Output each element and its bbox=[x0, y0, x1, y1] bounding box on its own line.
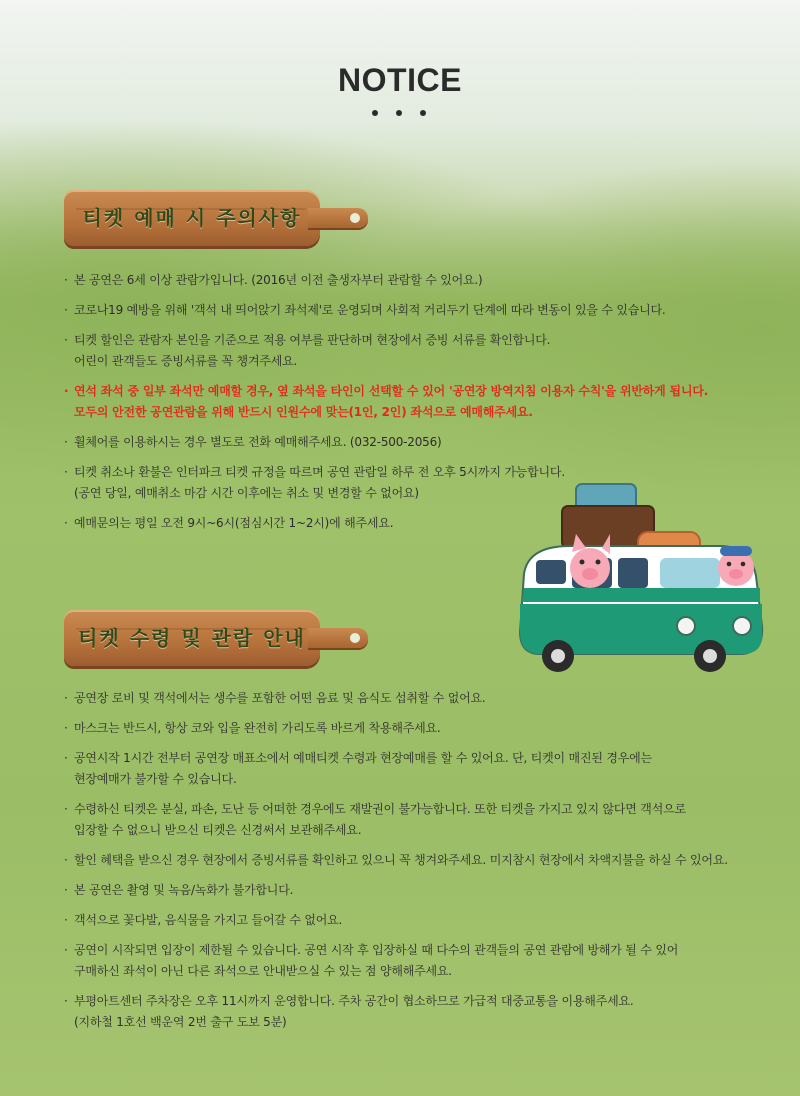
bus-with-pigs-icon bbox=[510, 476, 782, 692]
page-title: NOTICE bbox=[338, 62, 462, 98]
list-item-line: · 본 공연은 촬영 및 녹음/녹화가 불가합니다. bbox=[74, 883, 294, 897]
list-item bbox=[64, 432, 764, 453]
section2-heading-board bbox=[64, 610, 376, 666]
list-item-line: · 티켓 할인은 관람자 본인을 기준으로 적용 여부를 판단하며 현장에서 증빙 서류를 확인합니다. bbox=[74, 333, 551, 347]
list-item-line: · 부평아트센터 주차장은 오후 11시까지 운영합니다. 주차 공간이 협소하므로 가급적 대중교통을 이용해주세요. bbox=[74, 994, 634, 1008]
list-item bbox=[64, 718, 764, 739]
list-item-line: · 할인 혜택을 받으신 경우 현장에서 증빙서류를 확인하고 있으니 꼭 챙겨와주세요. 미지참시 현장에서 차액지불을 하실 수 있어요. bbox=[74, 853, 728, 867]
list-item-line: · 수령하신 티켓은 분실, 파손, 도난 등 어떠한 경우에도 재발권이 불가능합니다. 또한 티켓을 가지고 있지 않다면 객석으로 bbox=[74, 802, 686, 816]
list-item-line: · 본 공연은 6세 이상 관람가입니다. (2016년 이전 출생자부터 관람할 수 있어요.) bbox=[74, 273, 483, 287]
list-item bbox=[64, 940, 764, 982]
list-item-line: · 마스크는 반드시, 항상 코와 입을 완전히 가리도록 바르게 착용해주세요. bbox=[74, 721, 441, 735]
list-item-line: 모두의 안전한 공연관람을 위해 반드시 인원수에 맞는(1인, 2인) 좌석으로 예매해주세요. bbox=[74, 405, 533, 419]
list-item-line: · 공연이 시작되면 입장이 제한될 수 있습니다. 공연 시작 후 입장하실 때 다수의 관객들의 공연 관람에 방해가 될 수 있어 bbox=[74, 943, 679, 957]
list-item-line: · 예매문의는 평일 오전 9시~6시(점심시간 1~2시)에 해주세요. bbox=[74, 516, 394, 530]
list-item bbox=[64, 910, 764, 931]
list-item-line: · 공연장 로비 및 객석에서는 생수를 포함한 어떤 음료 및 음식도 섭취할 수 없어요. bbox=[74, 691, 486, 705]
dot bbox=[372, 110, 378, 116]
list-item-line: · 티켓 취소나 환불은 인터파크 티켓 규정을 따르며 공연 관람일 하루 전 오후 5시까지 가능합니다. bbox=[74, 465, 565, 479]
list-item-line: · 객석으로 꽃다발, 음식물을 가지고 들어갈 수 없어요. bbox=[74, 913, 343, 927]
list-item bbox=[64, 850, 764, 871]
section1-heading-board bbox=[64, 190, 376, 246]
list-item-line: · 휠체어를 이용하시는 경우 별도로 전화 예매해주세요. (032-500-2056) bbox=[74, 435, 442, 449]
list-item bbox=[64, 799, 764, 841]
section1-heading: 티켓 예매 시 주의사항 bbox=[82, 206, 302, 230]
list-item bbox=[64, 330, 764, 372]
list-item-line: · 연석 좌석 중 일부 좌석만 예매할 경우, 옆 좌석을 타인이 선택할 수 있어 '공연장 방역지침 이용자 수칙'을 위반하게 됩니다. bbox=[74, 384, 709, 398]
list-item bbox=[64, 270, 764, 291]
list-item-line: 현장예매가 불가할 수 있습니다. bbox=[74, 772, 237, 786]
list-item-line: (공연 당일, 예매취소 마감 시간 이후에는 취소 및 변경할 수 없어요) bbox=[74, 486, 419, 500]
list-item-line: · 코로나19 예방을 위해 '객석 내 띄어앉기 좌석제'로 운영되며 사회적 거리두기 단계에 따라 변동이 있을 수 있습니다. bbox=[74, 303, 666, 317]
list-item-line: · 공연시작 1시간 전부터 공연장 매표소에서 예매티켓 수령과 현장예매를 할 수 있어요. 단, 티켓이 매진된 경우에는 bbox=[74, 751, 652, 765]
list-item-line: 어린이 관객들도 증빙서류를 꼭 챙겨주세요. bbox=[74, 354, 298, 368]
list-item bbox=[64, 748, 764, 790]
section2-heading: 티켓 수령 및 관람 안내 bbox=[78, 626, 306, 650]
list-item bbox=[64, 880, 764, 901]
list-item-line: 구매하신 좌석이 아닌 다른 좌석으로 안내받으실 수 있는 점 양해해주세요. bbox=[74, 964, 452, 978]
list-item bbox=[64, 381, 764, 423]
list-item-line: 입장할 수 없으니 받으신 티켓은 신경써서 보관해주세요. bbox=[74, 823, 362, 837]
list-item-line: (지하철 1호선 백운역 2번 출구 도보 5분) bbox=[74, 1015, 287, 1029]
title-dots bbox=[372, 110, 428, 118]
dot bbox=[396, 110, 402, 116]
section2-list bbox=[64, 688, 764, 1042]
dot bbox=[420, 110, 426, 116]
list-item bbox=[64, 300, 764, 321]
list-item bbox=[64, 991, 764, 1033]
